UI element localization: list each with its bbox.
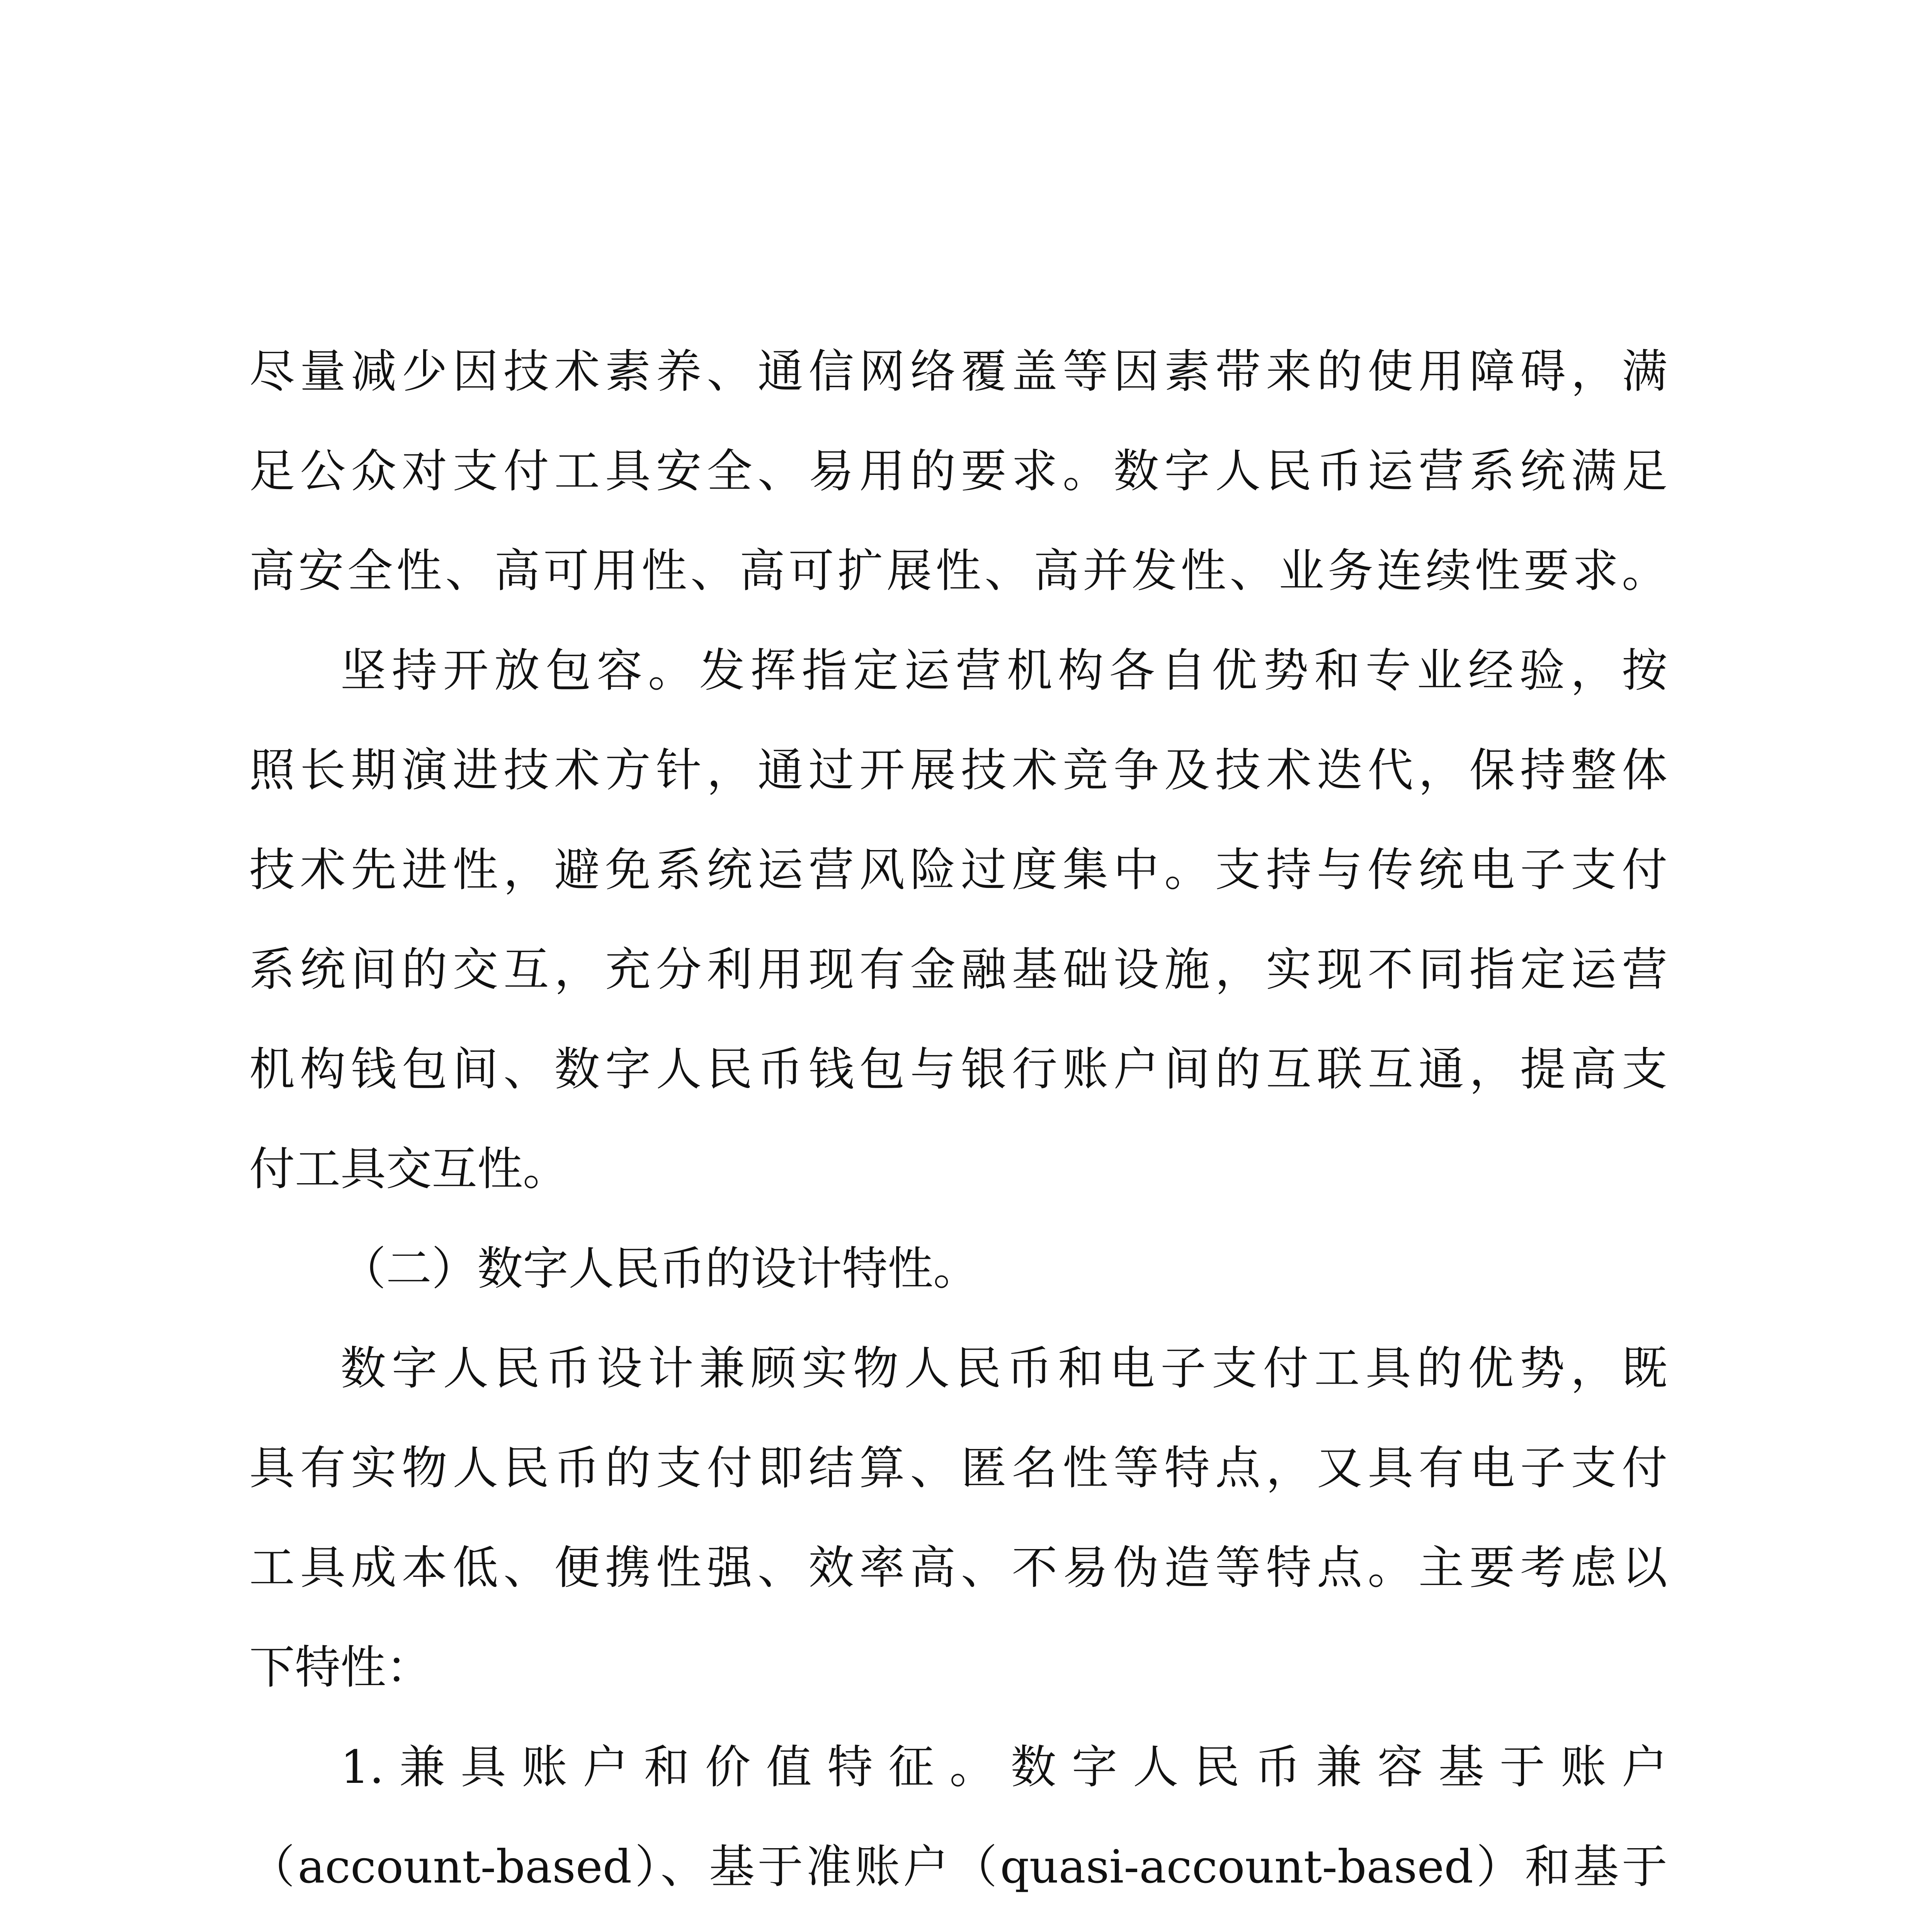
text-line: 机构钱包间、数字人民币钱包与银行账户间的互联互通，提高支 [249, 1043, 1667, 1096]
text-line: 照长期演进技术方针，通过开展技术竞争及技术迭代，保持整体 [249, 743, 1667, 797]
text-line: 具有实物人民币的支付即结算、匿名性等特点，又具有电子支付 [249, 1441, 1667, 1495]
text-line: 付工具交互性。 [249, 1142, 569, 1196]
text-line: （account-based）、基于准账户（quasi-account-based）和基于 [249, 1840, 1667, 1893]
text-line: 数字人民币设计兼顾实物人民币和电子支付工具的优势，既 [340, 1342, 1667, 1395]
text-line [249, 1917, 1667, 1932]
text-line: 系统间的交互，充分利用现有金融基础设施，实现不同指定运营 [249, 943, 1667, 996]
text-line: 尽量减少因技术素养、通信网络覆盖等因素带来的使用障碍，满 [249, 345, 1667, 398]
text-line: 下特性： [249, 1641, 432, 1694]
text-line: 高安全性、高可用性、高可扩展性、高并发性、业务连续性要求。 [249, 544, 1667, 597]
text-line: 技术先进性，避免系统运营风险过度集中。支持与传统电子支付 [249, 843, 1667, 896]
section-heading: （二）数字人民币的设计特性。 [340, 1242, 979, 1295]
text-line: 足公众对支付工具安全、易用的要求。数字人民币运营系统满足 [249, 444, 1667, 498]
text-line: 工具成本低、便携性强、效率高、不易伪造等特点。主要考虑以 [249, 1541, 1667, 1594]
body-text [249, 321, 1667, 1932]
text-line: 1.兼具账户和价值特征。数字人民币兼容基于账户 [340, 1740, 1667, 1794]
text-line: 坚持开放包容。发挥指定运营机构各自优势和专业经验，按 [340, 644, 1667, 697]
